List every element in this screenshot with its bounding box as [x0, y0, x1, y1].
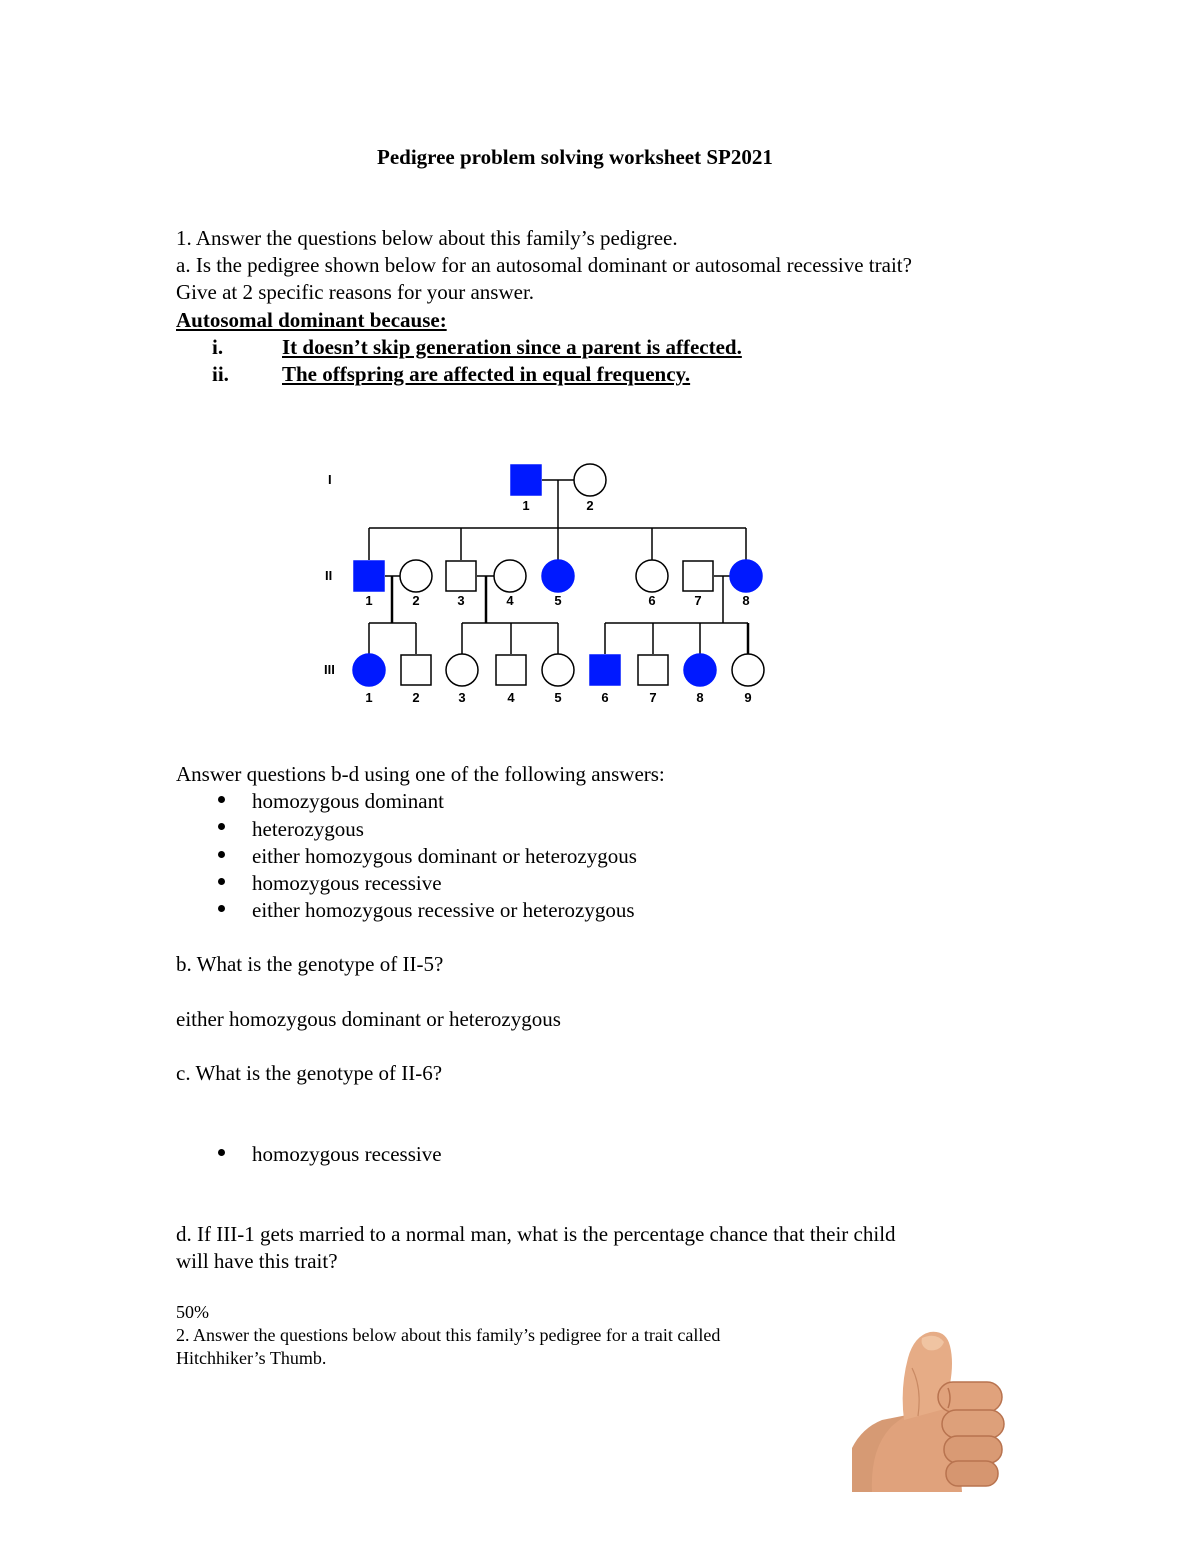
thumbs-up-image — [852, 1328, 1014, 1492]
gen2-individual-4-label: 4 — [506, 593, 514, 608]
bullet-icon — [218, 905, 225, 912]
gen3-individual-9-circle — [732, 654, 764, 686]
gen3-individual-7-label: 7 — [649, 690, 657, 705]
q2-line1: 2. Answer the questions below about this family’s pedigree for a trait called — [176, 1325, 721, 1345]
gen3-individual-2-square — [401, 655, 431, 685]
reason-1-num: i. — [212, 335, 224, 359]
answer-b: either homozygous dominant or heterozygous — [176, 1007, 561, 1031]
gen3-individual-5-circle — [542, 654, 574, 686]
gen3-individual-4-square — [496, 655, 526, 685]
bullet-icon — [218, 823, 225, 830]
gen3-individual-6-label: 6 — [601, 690, 609, 705]
gen2-individual-4-circle — [494, 560, 526, 592]
gen-label-III: III — [324, 662, 335, 677]
q1a-line2: Give at 2 specific reasons for your answer. — [176, 280, 535, 304]
answer-c: homozygous recessive — [252, 1142, 442, 1166]
gen3-individual-8-circle — [684, 654, 716, 686]
question-d-line2: will have this trait? — [176, 1249, 338, 1273]
bullet-icon — [218, 796, 225, 803]
gen3-individual-5-label: 5 — [554, 690, 562, 705]
gen2-individual-5-circle — [542, 560, 574, 592]
gen3-individual-6-square — [590, 655, 620, 685]
gen2-individual-6-circle — [636, 560, 668, 592]
gen2-individual-2-label: 2 — [412, 593, 420, 608]
gen-label-I: I — [328, 472, 332, 487]
pedigree-chart — [0, 0, 1200, 730]
gen3-individual-8-label: 8 — [696, 690, 704, 705]
option-1: homozygous dominant — [252, 789, 444, 813]
gen1-individual-2-circle — [574, 464, 606, 496]
gen-label-II: II — [325, 568, 333, 583]
gen3-individual-1-label: 1 — [365, 690, 373, 705]
gen1-individual-1-label: 1 — [522, 498, 530, 513]
gen2-individual-1-label: 1 — [365, 593, 373, 608]
question-b: b. What is the genotype of II-5? — [176, 952, 444, 976]
gen2-individual-8-circle — [730, 560, 762, 592]
reason-1-text: It doesn’t skip generation since a parent is affected. — [282, 335, 742, 359]
gen3-individual-7-square — [638, 655, 668, 685]
option-2: heterozygous — [252, 817, 364, 841]
gen3-individual-3-circle — [446, 654, 478, 686]
q2-line2: Hitchhiker’s Thumb. — [176, 1348, 327, 1368]
option-5: either homozygous recessive or heterozygous — [252, 898, 635, 922]
gen2-individual-5-label: 5 — [554, 593, 562, 608]
gen2-individual-2-circle — [400, 560, 432, 592]
q1a-line1: a. Is the pedigree shown below for an autosomal dominant or autosomal recessive trait? — [176, 253, 912, 277]
reason-2-num: ii. — [212, 362, 229, 386]
gen2-individual-7-label: 7 — [694, 593, 702, 608]
gen1-individual-1-square — [511, 465, 541, 495]
gen3-individual-3-label: 3 — [458, 690, 466, 705]
bullet-icon — [218, 851, 225, 858]
gen1-individual-2-label: 2 — [586, 498, 594, 513]
gen3-individual-4-label: 4 — [507, 690, 515, 705]
reason-2-text: The offspring are affected in equal frequency. — [282, 362, 691, 386]
page-title: Pedigree problem solving worksheet SP2021 — [377, 145, 773, 169]
gen3-individual-2-label: 2 — [412, 690, 420, 705]
options-intro: Answer questions b-d using one of the following answers: — [176, 762, 665, 786]
gen2-individual-8-label: 8 — [742, 593, 750, 608]
gen2-individual-7-square — [683, 561, 713, 591]
option-4: homozygous recessive — [252, 871, 442, 895]
gen3-individual-9-label: 9 — [744, 690, 752, 705]
gen2-individual-3-label: 3 — [457, 593, 465, 608]
answer-d: 50% — [176, 1302, 209, 1322]
bullet-icon — [218, 1149, 225, 1156]
bullet-icon — [218, 878, 225, 885]
answer-heading: Autosomal dominant because: — [176, 308, 447, 332]
question-c: c. What is the genotype of II-6? — [176, 1061, 443, 1085]
option-3: either homozygous dominant or heterozygous — [252, 844, 637, 868]
gen2-individual-1-square — [354, 561, 384, 591]
q1-intro: 1. Answer the questions below about this family’s pedigree. — [176, 226, 678, 250]
gen2-individual-3-square — [446, 561, 476, 591]
question-d-line1: d. If III-1 gets married to a normal man, what is the percentage chance that their child — [176, 1222, 896, 1246]
gen2-individual-6-label: 6 — [648, 593, 656, 608]
gen3-individual-1-circle — [353, 654, 385, 686]
